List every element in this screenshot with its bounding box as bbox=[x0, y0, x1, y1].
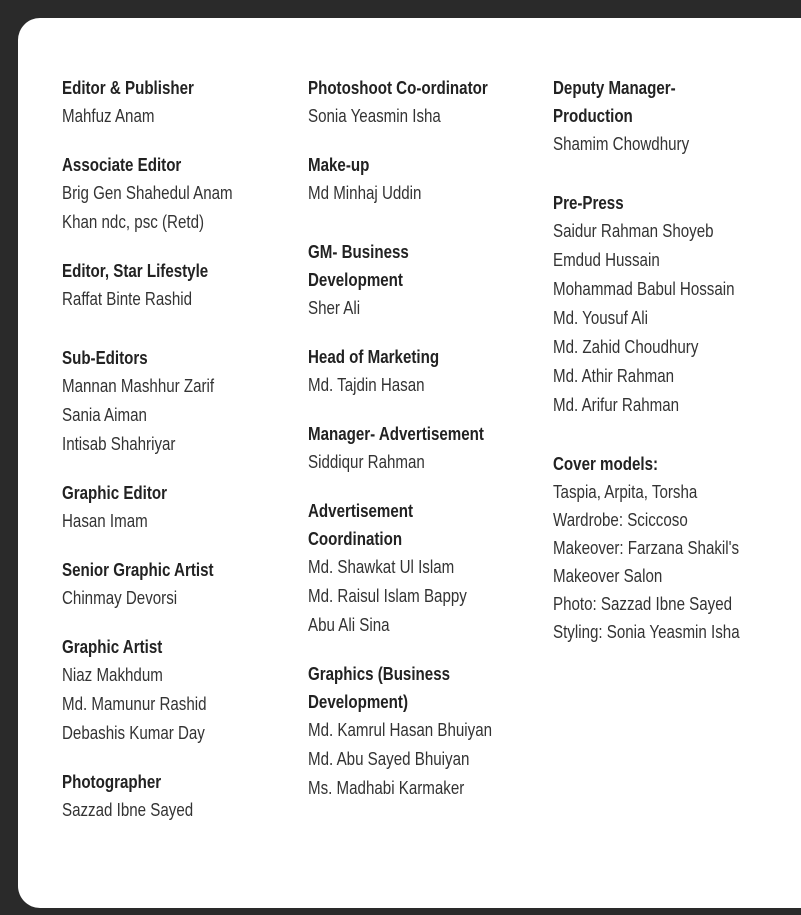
credit-section bbox=[62, 151, 292, 237]
credit-name: Emdud Hussain bbox=[553, 250, 660, 270]
section-title: Graphic Artist bbox=[62, 637, 163, 657]
credit-section bbox=[62, 556, 292, 613]
credit-name: Sazzad Ibne Sayed bbox=[62, 800, 194, 820]
section-title: Associate Editor bbox=[62, 155, 182, 175]
credit-name: Md. Kamrul Hasan Bhuiyan bbox=[308, 720, 493, 740]
column-2 bbox=[308, 74, 543, 823]
credit-name: Sher Ali bbox=[308, 298, 361, 318]
credit-section bbox=[308, 420, 543, 477]
credits-card bbox=[18, 18, 801, 908]
section-title: Advertisement Coordination bbox=[308, 501, 414, 549]
credit-name: Photo: Sazzad Ibne Sayed bbox=[553, 594, 733, 614]
credit-name: Md. Raisul Islam Bappy bbox=[308, 586, 467, 606]
credit-name: Styling: Sonia Yeasmin Isha bbox=[553, 622, 740, 642]
credit-section bbox=[308, 343, 543, 400]
credit-section bbox=[308, 497, 543, 640]
section-title: Pre-Press bbox=[553, 193, 624, 213]
credit-name: Mannan Mashhur Zarif bbox=[62, 376, 215, 396]
section-title: Photoshoot Co-ordinator bbox=[308, 78, 488, 98]
credit-name: Ms. Madhabi Karmaker bbox=[308, 778, 465, 798]
credit-name: Debashis Kumar Day bbox=[62, 723, 205, 743]
section-title: Senior Graphic Artist bbox=[62, 560, 214, 580]
section-title: GM- Business Development bbox=[308, 242, 409, 290]
section-title: Photographer bbox=[62, 772, 162, 792]
section-title: Deputy Manager- Production bbox=[553, 78, 676, 126]
credit-name: Sania Aiman bbox=[62, 405, 147, 425]
section-title: Editor, Star Lifestyle bbox=[62, 261, 209, 281]
credit-section bbox=[62, 257, 292, 314]
credit-name: Md. Yousuf Ali bbox=[553, 308, 648, 328]
credit-name: Makeover Salon bbox=[553, 566, 663, 586]
section-title: Sub-Editors bbox=[62, 348, 148, 368]
credit-name: Md Minhaj Uddin bbox=[308, 183, 422, 203]
credit-section bbox=[62, 344, 292, 459]
column-3 bbox=[553, 74, 798, 666]
credit-section bbox=[308, 151, 543, 208]
credit-section bbox=[553, 450, 798, 646]
credit-section bbox=[308, 660, 543, 803]
credit-name: Wardrobe: Sciccoso bbox=[553, 510, 688, 530]
credit-name: Chinmay Devorsi bbox=[62, 588, 178, 608]
credit-name: Hasan Imam bbox=[62, 511, 148, 531]
credit-name: Shamim Chowdhury bbox=[553, 134, 690, 154]
credit-name: Mahfuz Anam bbox=[62, 106, 155, 126]
credit-section bbox=[62, 74, 292, 131]
section-title: Cover models: bbox=[553, 454, 659, 474]
credit-name: Taspia, Arpita, Torsha bbox=[553, 482, 698, 502]
section-title: Editor & Publisher bbox=[62, 78, 194, 98]
credit-name: Md. Tajdin Hasan bbox=[308, 375, 425, 395]
credit-name: Brig Gen Shahedul Anam bbox=[62, 183, 233, 203]
credit-name: Raffat Binte Rashid bbox=[62, 289, 193, 309]
section-title: Manager- Advertisement bbox=[308, 424, 484, 444]
credit-section bbox=[553, 74, 798, 159]
credit-section bbox=[308, 74, 543, 131]
credit-name: Md. Mamunur Rashid bbox=[62, 694, 207, 714]
credit-name: Mohammad Babul Hossain bbox=[553, 279, 735, 299]
credit-name: Makeover: Farzana Shakil's bbox=[553, 538, 740, 558]
section-title: Head of Marketing bbox=[308, 347, 440, 367]
credit-name: Siddiqur Rahman bbox=[308, 452, 425, 472]
credit-section bbox=[62, 479, 292, 536]
section-title: Graphics (Business Development) bbox=[308, 664, 451, 712]
section-title: Graphic Editor bbox=[62, 483, 168, 503]
credit-name: Md. Athir Rahman bbox=[553, 366, 675, 386]
credit-section bbox=[62, 633, 292, 748]
credit-name: Intisab Shahriyar bbox=[62, 434, 176, 454]
credit-name: Sonia Yeasmin Isha bbox=[308, 106, 441, 126]
credit-name: Md. Shawkat Ul Islam bbox=[308, 557, 455, 577]
credit-name: Md. Arifur Rahman bbox=[553, 395, 680, 415]
credit-name: Saidur Rahman Shoyeb bbox=[553, 221, 714, 241]
credit-name: Md. Abu Sayed Bhuiyan bbox=[308, 749, 470, 769]
credit-section bbox=[553, 189, 798, 420]
credit-name: Md. Zahid Choudhury bbox=[553, 337, 699, 357]
credit-name: Khan ndc, psc (Retd) bbox=[62, 212, 205, 232]
column-1 bbox=[62, 74, 292, 845]
section-title: Make-up bbox=[308, 155, 370, 175]
credit-name: Niaz Makhdum bbox=[62, 665, 163, 685]
credit-section bbox=[308, 238, 543, 323]
credit-name: Abu Ali Sina bbox=[308, 615, 390, 635]
credit-section bbox=[62, 768, 292, 825]
